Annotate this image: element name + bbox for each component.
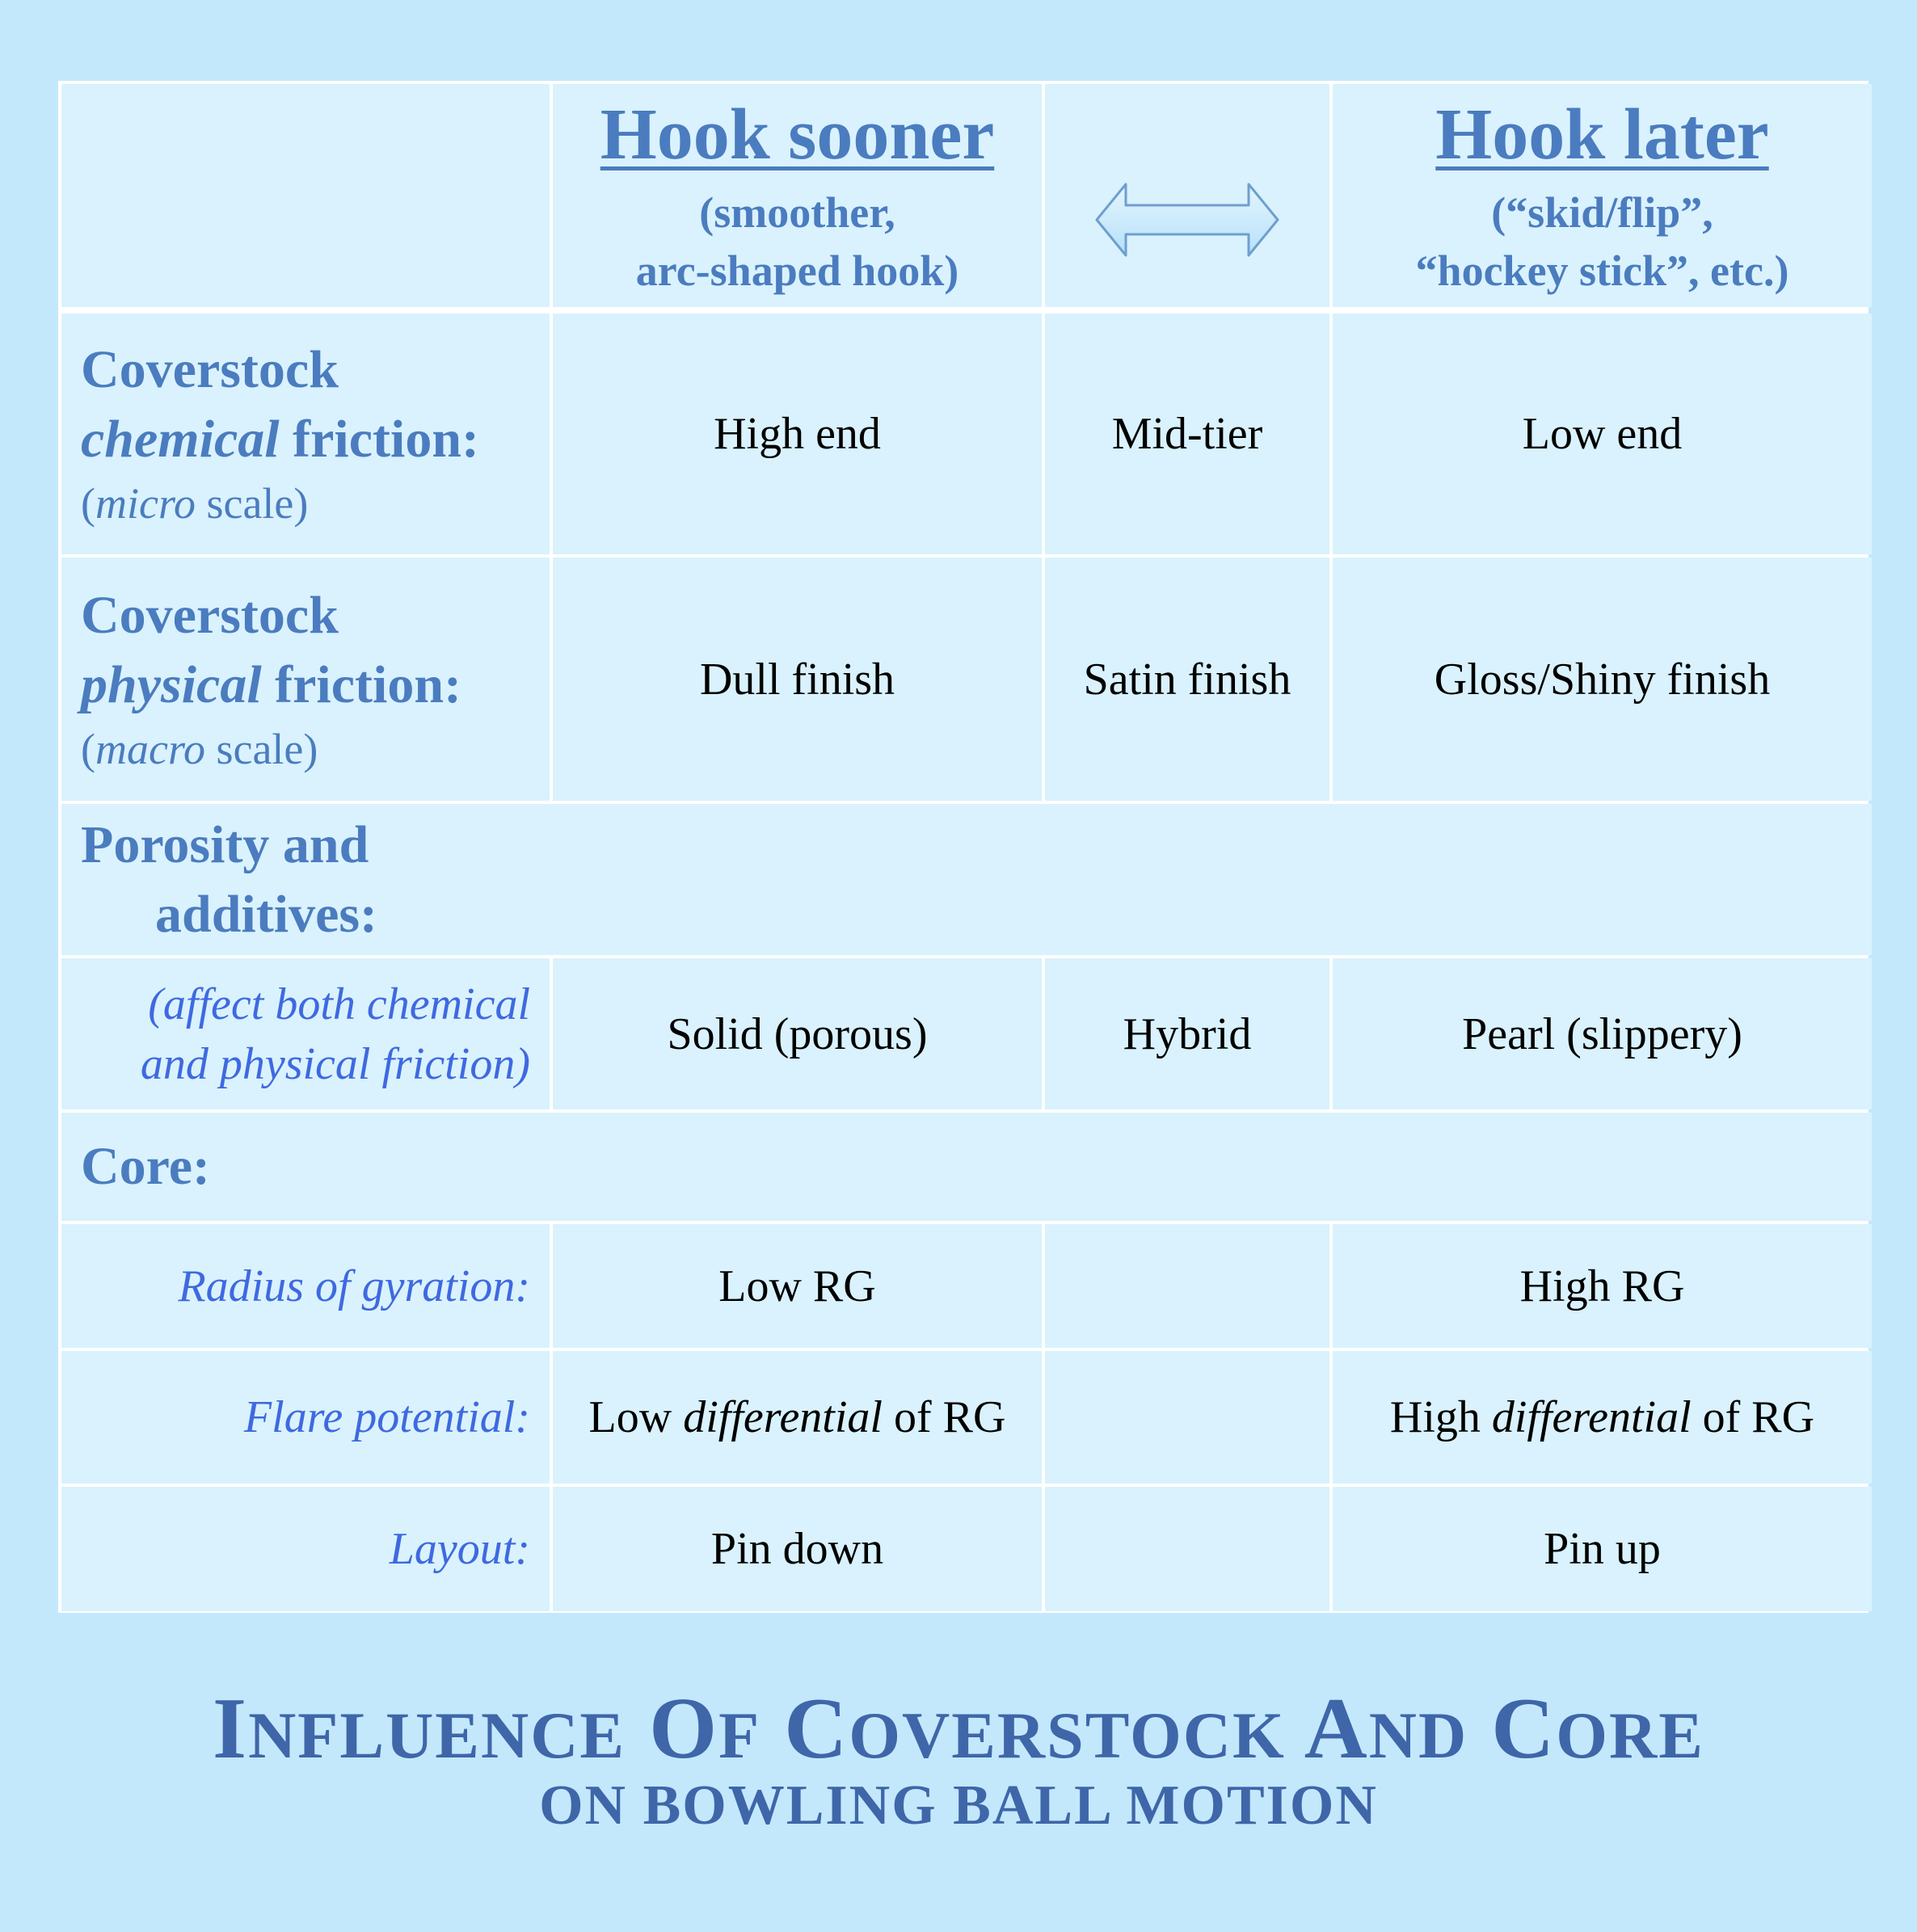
- row-label-core: Core:: [61, 1113, 1872, 1221]
- header-hook-sooner: [553, 84, 1042, 307]
- title-word: OF: [649, 1681, 761, 1777]
- title-word: AND: [1304, 1681, 1468, 1777]
- rg-mid-empty: [1045, 1224, 1329, 1348]
- title-word: COVERSTOCK: [784, 1681, 1286, 1777]
- row-label-chemical: Coverstock chemical friction: (micro scale): [61, 314, 550, 554]
- page-title: [0, 1681, 1917, 1784]
- row-label-physical: Coverstock physical friction: (macro scale): [61, 558, 550, 801]
- hook-sooner-sub-1: (smoother,: [699, 188, 895, 237]
- rg-later: High RG: [1333, 1224, 1872, 1348]
- flare-later: High differential of RG: [1333, 1351, 1872, 1484]
- hook-sooner-sub-2: arc-shaped hook): [635, 246, 959, 295]
- double-arrow-icon: [1093, 179, 1281, 260]
- layout-mid-empty: [1045, 1487, 1329, 1611]
- header-hook-later: [1333, 84, 1872, 307]
- porosity-note: (affect both chemical and physical friction): [61, 958, 550, 1109]
- header-empty-cell: [61, 84, 550, 307]
- layout-sooner: Pin down: [553, 1487, 1042, 1611]
- flare-sooner: Low differential of RG: [553, 1351, 1042, 1484]
- header-arrow-cell: [1045, 84, 1329, 307]
- page-subtitle: ON BOWLING BALL MOTION: [539, 1774, 1378, 1837]
- chemical-mid: Mid-tier: [1045, 314, 1329, 554]
- chemical-later: Low end: [1333, 314, 1872, 554]
- title-word: CORE: [1491, 1681, 1704, 1777]
- physical-later: Gloss/Shiny finish: [1333, 558, 1872, 801]
- flare-mid-empty: [1045, 1351, 1329, 1484]
- porosity-mid: Hybrid: [1045, 958, 1329, 1109]
- comparison-table: [58, 81, 1869, 1613]
- title-word: INFLUENCE: [213, 1681, 626, 1777]
- porosity-later: Pearl (slippery): [1333, 958, 1872, 1109]
- porosity-sooner: Solid (porous): [553, 958, 1042, 1109]
- hook-sooner-title: Hook sooner: [600, 95, 995, 175]
- hook-later-sub-1: (“skid/flip”,: [1491, 188, 1713, 237]
- hook-later-title: Hook later: [1435, 95, 1769, 175]
- rg-label: Radius of gyration:: [61, 1224, 550, 1348]
- rg-sooner: Low RG: [553, 1224, 1042, 1348]
- physical-sooner: Dull finish: [553, 558, 1042, 801]
- hook-later-sub-2: “hockey stick”, etc.): [1415, 246, 1789, 295]
- physical-mid: Satin finish: [1045, 558, 1329, 801]
- flare-label: Flare potential:: [61, 1351, 550, 1484]
- layout-label: Layout:: [61, 1487, 550, 1611]
- row-label-porosity: Porosity and additives:: [61, 804, 1872, 955]
- chemical-sooner: High end: [553, 314, 1042, 554]
- layout-later: Pin up: [1333, 1487, 1872, 1611]
